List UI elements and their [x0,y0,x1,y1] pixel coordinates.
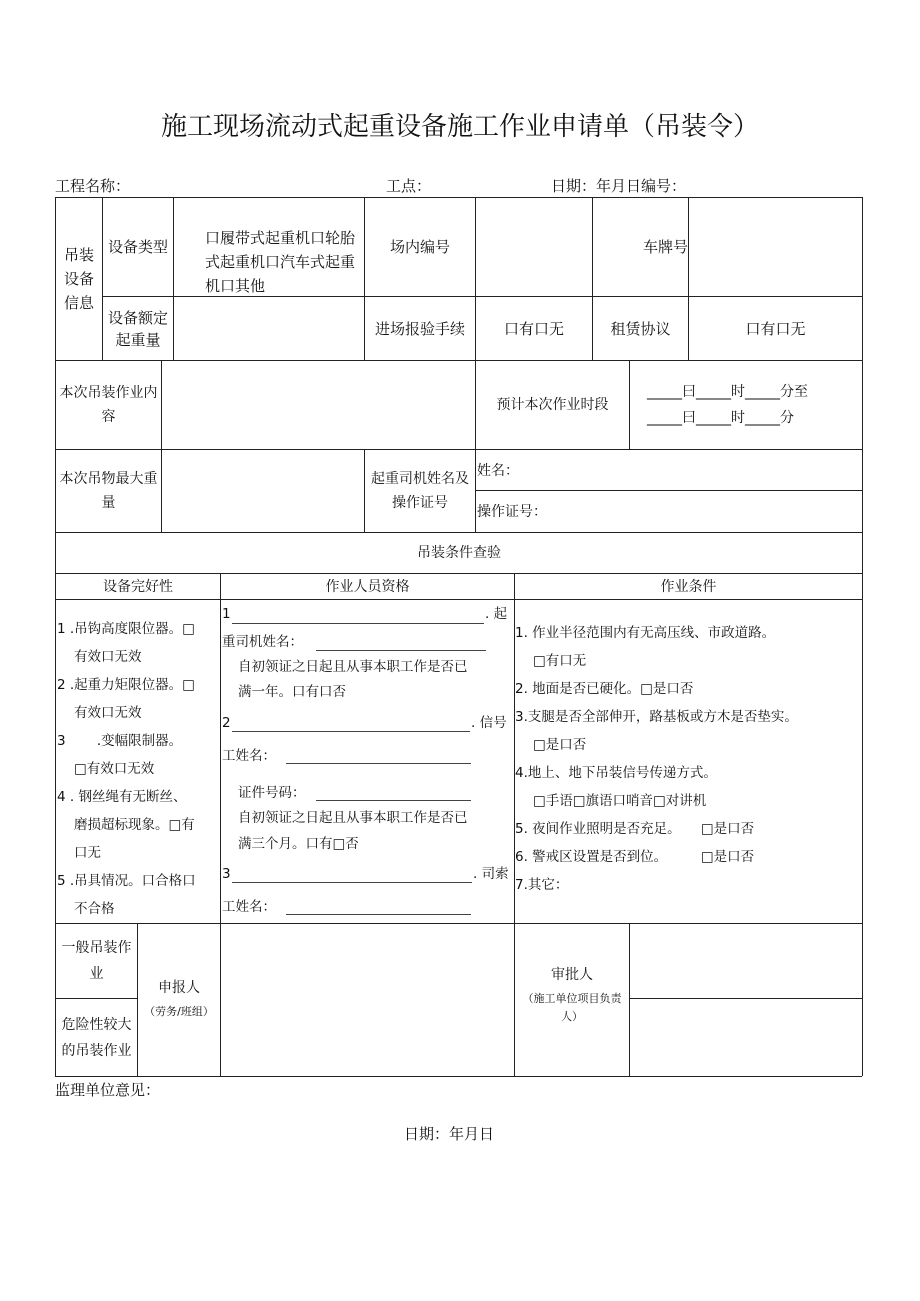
list-item[interactable]: 3 .变幅限制器。 [57,733,183,749]
signal-worker-cert-blank[interactable] [316,800,471,801]
list-item[interactable]: □是口否 [533,737,587,753]
supervisor-opinion-label: 监理单位意见： [55,1081,161,1099]
site-label: 工点： [386,177,432,195]
work-conditions-header: 作业条件 [660,578,717,595]
dangerous-lifting-label: 危险性较大的吊装作业 [61,1016,132,1059]
rigger-blank[interactable] [232,882,472,883]
personnel-qualification-header: 作业人员资格 [325,578,410,595]
lease-agreement-options[interactable]: 口有口无 [745,319,806,338]
list-item[interactable]: 2. 地面是否已硬化。□是口否 [515,681,694,697]
operator-cert-label: 操作证号： [477,504,547,520]
work-period-label: 预计本次作业时段 [496,397,609,413]
lease-agreement-label: 租赁协议 [610,319,671,338]
list-item: 4.地上、地下吊装信号传递方式。 [515,765,717,781]
applicant-label: 申报人 [158,980,200,996]
equipment-integrity-header: 设备完好性 [103,578,173,595]
entry-check-options[interactable]: 口有口无 [503,319,564,338]
inspection-title: 吊装条件查验 [417,545,501,561]
applicant-sublabel: （劳务/班组） [144,1005,214,1018]
list-item[interactable]: 磨损超标现象。□有 [74,817,195,833]
equipment-integrity-list [57,615,219,923]
list-item[interactable]: 5 .吊具情况。口合格口 [57,873,196,889]
signal-worker-name-blank[interactable] [286,763,471,764]
list-item[interactable]: 有效口无效 [74,649,142,665]
list-item[interactable]: 有效口无效 [74,705,142,721]
list-item[interactable]: □有效口无效 [74,761,155,777]
list-item[interactable]: □手语□旗语口哨音□对讲机 [533,793,707,809]
approver-sublabel: （施工单位项目负责人） [522,992,622,1023]
crane-operator-blank[interactable] [232,623,484,624]
equipment-info-section-label: 吊装设备信息 [63,246,94,312]
work-conditions-list [515,619,861,899]
signal-worker-blank[interactable] [232,731,470,732]
work-period-start[interactable]: _____曰_____时_____分至 [647,384,808,400]
approver-label: 审批人 [551,967,593,983]
equipment-type-label: 设备类型 [107,238,168,256]
list-item[interactable]: 1 .吊钩高度限位器。□ [57,621,195,637]
crane-operator-name-blank[interactable] [316,650,486,651]
general-lifting-label: 一般吊装作业 [61,940,132,982]
entry-check-label: 进场报验手续 [374,319,465,338]
max-weight-label: 本次吊物最大重量 [59,471,158,511]
rated-load-label: 设备额定起重量 [107,308,168,349]
onsite-number-label: 场内编号 [389,238,450,256]
applicant-signature-area[interactable] [221,924,514,1076]
footer-date-label: 日期：年月日 [404,1125,495,1143]
project-name-label: 工程名称： [55,177,131,195]
rigger-name-blank[interactable] [286,914,471,915]
crane-operator-label: 起重司机姓名及操作证号 [371,471,469,511]
operator-name-label: 姓名： [477,463,519,479]
work-period-end[interactable]: _____曰_____时_____分 [647,410,794,426]
list-item[interactable]: 7.其它： [515,877,569,893]
list-item[interactable]: 4 . 钢丝绳有无断丝、 [57,789,187,805]
approver-signature-area[interactable] [630,924,862,1076]
job-content-label: 本次吊装作业内容 [59,385,158,425]
equipment-type-options[interactable]: 口履带式起重机口轮胎式起重机口汽车式起重机口其他 [205,229,356,295]
list-item[interactable]: 6. 警戒区设置是否到位。 □是口否 [515,849,755,865]
plate-number-label: 车牌号 [643,238,689,256]
date-number-label: 日期：年月日编号： [551,177,687,195]
list-item[interactable]: 口无 [74,845,101,861]
list-item: 1. 作业半径范围内有无高压线、市政道路。 [515,625,776,641]
page-title: 施工现场流动式起重设备施工作业申请单（吊装令） [160,112,759,142]
list-item: 3.支腿是否全部伸开，路基板或方木是否垫实。 [515,709,798,725]
list-item[interactable]: □有口无 [533,653,587,669]
list-item[interactable]: 不合格 [74,901,115,917]
list-item[interactable]: 2 .起重力矩限位器。□ [57,677,195,693]
list-item[interactable]: 5. 夜间作业照明是否充足。 □是口否 [515,821,755,837]
